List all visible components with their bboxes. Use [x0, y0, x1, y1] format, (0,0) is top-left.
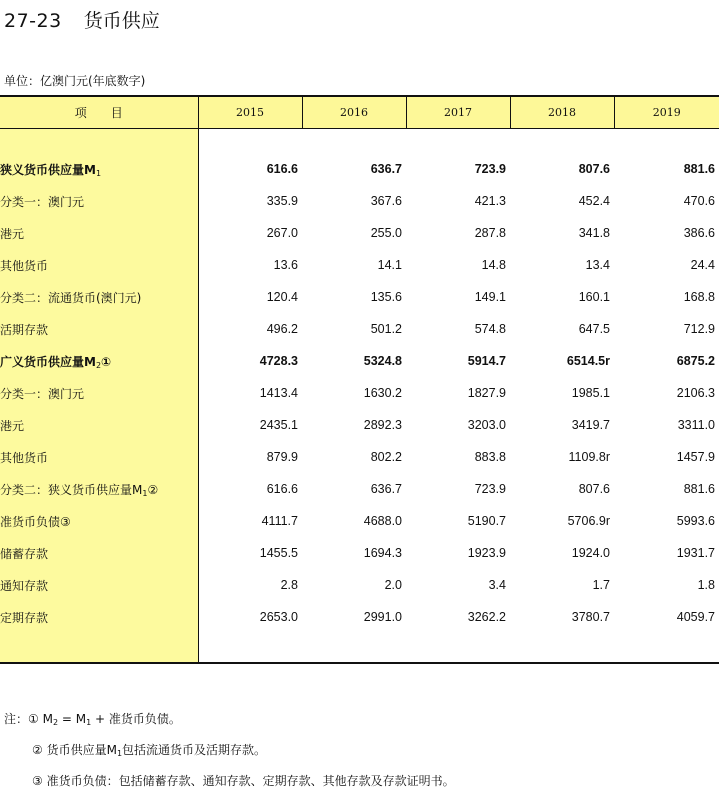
table-cell: 255.0: [370, 226, 402, 240]
table-cell: 4728.3: [259, 354, 298, 368]
table-row: [0, 281, 719, 313]
table-cell: 2653.0: [259, 610, 298, 624]
footnote: ② 货币供应量$M_1$包括流通货币及活期存款。: [32, 743, 267, 758]
table-cell: 879.9: [266, 450, 298, 464]
row-label: 定期存款: [0, 601, 198, 633]
table-cell: 1985.1: [571, 386, 610, 400]
table-cell: 501.2: [370, 322, 402, 336]
footnote: ③ 准货币负债：包括储蓄存款、通知存款、定期存款、其他存款及存款证明书。: [32, 774, 455, 788]
table-cell: 5190.7: [467, 514, 506, 528]
table-cell: 807.6: [578, 162, 610, 176]
row-label: 狭义货币供应量$M_1$: [0, 153, 198, 185]
table-cell: 5993.6: [676, 514, 715, 528]
page-title: [4, 6, 160, 33]
row-label: 储蓄存款: [0, 537, 198, 569]
table-row: [0, 153, 719, 185]
table-cell: 470.6: [683, 194, 715, 208]
row-label: 分类一：澳门元: [0, 377, 198, 409]
table-cell: 267.0: [266, 226, 298, 240]
table-row: [0, 217, 719, 249]
table-cell: 6875.2: [676, 354, 715, 368]
table-cell: 5324.8: [363, 354, 402, 368]
table-cell: 496.2: [266, 322, 298, 336]
money-supply-table: [0, 95, 719, 664]
table-cell: 3262.2: [467, 610, 506, 624]
table-cell: 2892.3: [363, 418, 402, 432]
table-cell: 636.7: [370, 482, 402, 496]
table-cell: 883.8: [474, 450, 506, 464]
row-label: 港元: [0, 217, 198, 249]
table-cell: 1923.9: [467, 546, 506, 560]
table-cell: 1924.0: [571, 546, 610, 560]
row-label: 准货币负债③: [0, 505, 198, 537]
table-cell: 1.7: [592, 578, 610, 592]
table-cell: 14.1: [377, 258, 402, 272]
table-cell: 647.5: [578, 322, 610, 336]
table-cell: 421.3: [474, 194, 506, 208]
unit-label: 单位：亿澳门元(年底数字): [4, 74, 146, 88]
table-row: [0, 505, 719, 537]
table-cell: 2435.1: [259, 418, 298, 432]
table-cell: 24.4: [690, 258, 715, 272]
table-cell: 5706.9r: [567, 514, 610, 528]
table-cell: 4688.0: [363, 514, 402, 528]
table-cell: 2.8: [280, 578, 298, 592]
table-cell: 2.0: [384, 578, 402, 592]
row-label: 活期存款: [0, 313, 198, 345]
table-cell: 5914.7: [467, 354, 506, 368]
table-cell: 3419.7: [571, 418, 610, 432]
item-header: 项 目: [0, 96, 198, 129]
table-cell: 881.6: [683, 162, 715, 176]
row-label: 其他货币: [0, 441, 198, 473]
table-row: [0, 185, 719, 217]
table-cell: 1455.5: [259, 546, 298, 560]
footnotes: [4, 710, 455, 803]
table-cell: 2106.3: [676, 386, 715, 400]
table-cell: 4059.7: [676, 610, 715, 624]
title-text: 货币供应: [83, 10, 160, 32]
table-cell: 287.8: [474, 226, 506, 240]
row-label: 港元: [0, 409, 198, 441]
table-body: [0, 129, 719, 664]
table-cell: 3.4: [488, 578, 506, 592]
table-cell: 1109.8r: [568, 450, 610, 464]
row-label: 分类一：澳门元: [0, 185, 198, 217]
table-row: [0, 473, 719, 505]
table-cell: 3311.0: [677, 418, 715, 432]
table-row: [0, 441, 719, 473]
table-cell: 1413.4: [259, 386, 298, 400]
year-header: 2018: [510, 96, 614, 129]
table-number: 27-23: [4, 10, 62, 32]
row-label: 分类二：流通货币(澳门元): [0, 281, 198, 313]
row-label: 广义货币供应量$M_2①$: [0, 345, 198, 377]
table-cell: 1457.9: [676, 450, 715, 464]
table-cell: 6514.5r: [566, 354, 610, 368]
table-cell: 452.4: [578, 194, 610, 208]
table-cell: 149.1: [474, 290, 506, 304]
table-cell: 1694.3: [363, 546, 402, 560]
table-cell: 723.9: [474, 162, 506, 176]
table-cell: 574.8: [474, 322, 506, 336]
table-row: [0, 569, 719, 601]
table-cell: 168.8: [683, 290, 715, 304]
table-row: [0, 601, 719, 633]
table-cell: 386.6: [683, 226, 715, 240]
table-cell: 120.4: [266, 290, 298, 304]
header-row: [0, 96, 719, 129]
row-label: 通知存款: [0, 569, 198, 601]
table-cell: 14.8: [481, 258, 506, 272]
year-header: 2019: [614, 96, 719, 129]
table-cell: 160.1: [578, 290, 610, 304]
table-cell: 1.8: [697, 578, 715, 592]
table-cell: 13.4: [585, 258, 610, 272]
year-header: 2015: [198, 96, 302, 129]
table-cell: 807.6: [578, 482, 610, 496]
spacer-row: [0, 633, 719, 663]
table-cell: 712.9: [683, 322, 715, 336]
table-cell: 4111.7: [261, 514, 298, 528]
year-header: 2017: [406, 96, 510, 129]
row-label: 其他货币: [0, 249, 198, 281]
table-cell: 367.6: [370, 194, 402, 208]
table-cell: 3203.0: [467, 418, 506, 432]
table-cell: 881.6: [683, 482, 715, 496]
table-cell: 135.6: [370, 290, 402, 304]
footnote: 注：① $M_2 = M_1$ + 准货币负债。: [4, 712, 181, 727]
table-cell: 723.9: [474, 482, 506, 496]
table-cell: 616.6: [266, 162, 298, 176]
table-row: [0, 249, 719, 281]
table-cell: 1630.2: [363, 386, 402, 400]
row-label: 分类二：狭义货币供应量$M_1②$: [0, 473, 198, 505]
table-row: [0, 345, 719, 377]
table-cell: 802.2: [370, 450, 402, 464]
table-cell: 1827.9: [467, 386, 506, 400]
table-cell: 636.7: [370, 162, 402, 176]
table-cell: 335.9: [266, 194, 298, 208]
table-cell: 616.6: [266, 482, 298, 496]
table-cell: 1931.7: [676, 546, 715, 560]
table-cell: 3780.7: [571, 610, 610, 624]
table-row: [0, 313, 719, 345]
table-row: [0, 377, 719, 409]
table-cell: 341.8: [578, 226, 610, 240]
table-row: [0, 409, 719, 441]
table-cell: 13.6: [273, 258, 298, 272]
table-cell: 2991.0: [363, 610, 402, 624]
year-header: 2016: [302, 96, 406, 129]
spacer-row: [0, 129, 719, 154]
table-row: [0, 537, 719, 569]
